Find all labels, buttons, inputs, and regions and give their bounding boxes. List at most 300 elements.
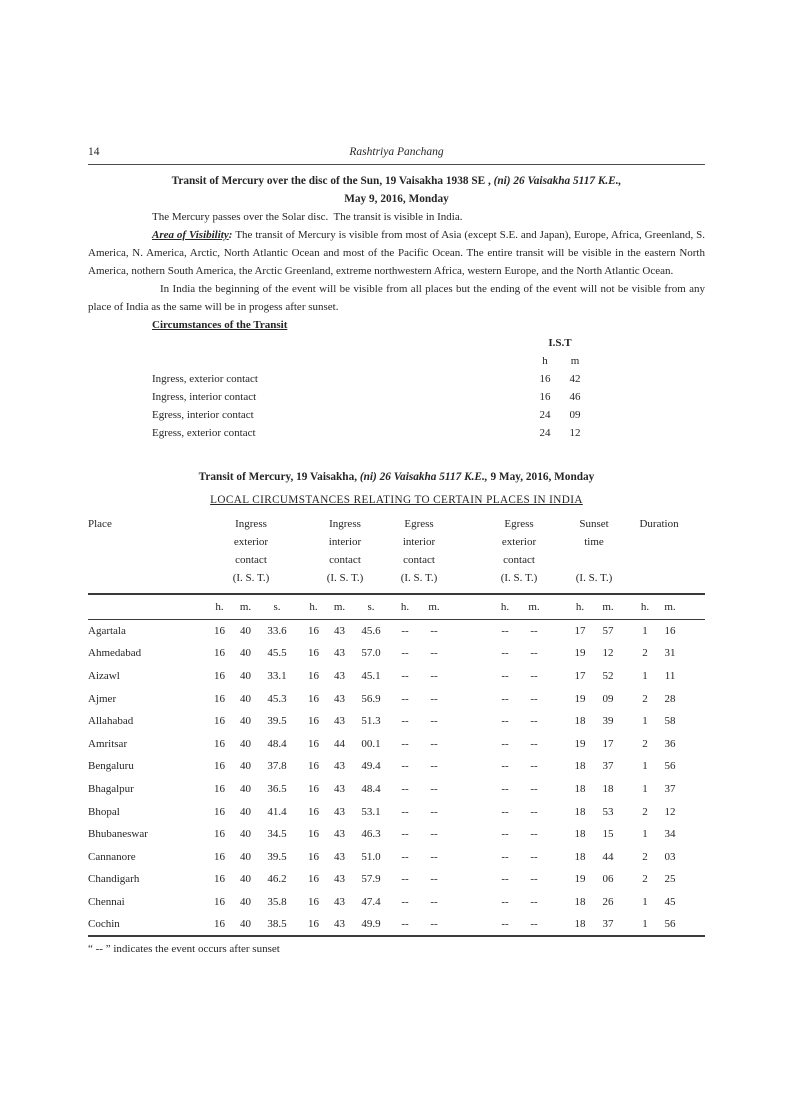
value-cell: 44 — [334, 737, 345, 750]
circumstances-rows — [152, 370, 590, 442]
value-cell: 40 — [240, 737, 251, 750]
value-cell: 48.4 — [267, 737, 287, 750]
value-cell: -- — [501, 647, 509, 660]
value-cell: 1 — [642, 625, 648, 638]
unit-label: h. — [300, 594, 327, 620]
value-cell: 53.1 — [361, 805, 381, 818]
value-cell: 45.1 — [361, 669, 381, 682]
spacer-cell — [448, 823, 490, 846]
table-row — [88, 778, 705, 801]
header-ingress-exterior-ist: (I. S. T.) — [232, 572, 270, 584]
spacer-cell — [684, 620, 705, 643]
place-cell: Bhubaneswar — [88, 828, 148, 841]
places-table-header — [88, 515, 705, 620]
value-cell: -- — [401, 895, 409, 908]
value-cell: 58 — [664, 715, 676, 728]
table-row — [88, 620, 705, 643]
spacer-cell — [622, 891, 634, 914]
value-cell: 53 — [602, 805, 614, 818]
value-cell: 40 — [240, 669, 251, 682]
value-cell: 51.3 — [361, 715, 381, 728]
visibility-paragraph — [88, 226, 705, 280]
value-cell: 39 — [602, 715, 614, 728]
header-egress-exterior-ist: (I. S. T.) — [500, 572, 538, 584]
value-cell: 43 — [334, 669, 345, 682]
spacer-cell — [684, 642, 705, 665]
spacer-cell — [88, 551, 206, 569]
place-cell: Bengaluru — [88, 760, 134, 773]
value-cell: -- — [501, 782, 509, 795]
spacer-cell — [622, 868, 634, 891]
spacer-cell — [548, 778, 566, 801]
value-cell: 16 — [214, 828, 225, 841]
spacer-cell — [548, 891, 566, 914]
value-cell: 56.9 — [361, 692, 381, 705]
table-row — [88, 913, 705, 936]
spacer-cell — [684, 778, 705, 801]
spacer-cell — [622, 569, 634, 594]
spacer-cell — [622, 732, 634, 755]
header-egress-exterior-l2: exterior — [501, 536, 537, 548]
spacer-cell — [548, 569, 566, 594]
header-egress-exterior-l3: contact — [503, 554, 535, 566]
spacer-cell — [622, 620, 634, 643]
spacer-cell — [684, 800, 705, 823]
spacer-cell — [548, 687, 566, 710]
spacer-cell — [548, 845, 566, 868]
value-cell: -- — [530, 760, 538, 773]
value-cell: 16 — [308, 873, 319, 886]
spacer-cell — [448, 845, 490, 868]
header-egress-interior-l3: contact — [403, 554, 435, 566]
place-cell: Bhagalpur — [88, 782, 134, 795]
spacer-cell — [622, 778, 634, 801]
header-sunset-l2: time — [584, 536, 604, 548]
header-ingress-exterior-l2: exterior — [233, 536, 269, 548]
spacer-cell — [448, 642, 490, 665]
header-egress-interior-ist: (I. S. T.) — [400, 572, 438, 584]
value-cell: -- — [430, 669, 438, 682]
spacer-cell — [448, 533, 490, 551]
section2-title-part2: 9 May, 2016, Monday — [487, 471, 595, 483]
value-cell: 40 — [240, 715, 251, 728]
hour-value: 24 — [539, 409, 551, 421]
value-cell: 37 — [602, 760, 614, 773]
value-cell: 45 — [664, 895, 676, 908]
value-cell: 33.1 — [267, 669, 287, 682]
value-cell: 18 — [574, 760, 586, 773]
ist-header-spacer — [152, 334, 530, 352]
value-cell: 19 — [574, 873, 586, 886]
value-cell: 43 — [327, 913, 352, 936]
value-cell: -- — [501, 850, 509, 863]
value-cell: -- — [530, 850, 538, 863]
header-duration: Duration — [639, 518, 679, 530]
value-cell: -- — [430, 850, 438, 863]
ist-units-row — [152, 352, 590, 370]
value-cell: 03 — [664, 850, 676, 863]
value-cell: 37 — [594, 913, 622, 936]
units-row — [88, 594, 705, 620]
value-cell: 57 — [602, 625, 614, 638]
hour-value: 24 — [539, 427, 551, 439]
spacer-cell — [548, 533, 566, 551]
value-cell: 18 — [574, 782, 586, 795]
value-cell: 11 — [664, 669, 676, 682]
table-row — [88, 665, 705, 688]
value-cell: 40 — [233, 913, 258, 936]
minute-value: 46 — [569, 391, 581, 403]
value-cell: 2 — [642, 647, 648, 660]
hour-value: 16 — [539, 373, 551, 385]
spacer-cell — [622, 594, 634, 620]
value-cell: 43 — [334, 828, 345, 841]
spacer-cell — [448, 594, 490, 620]
page-number: 14 — [88, 146, 100, 158]
value-cell: 49.4 — [361, 760, 381, 773]
value-cell: 1 — [642, 715, 648, 728]
spacer-cell — [622, 551, 634, 569]
spacer-cell — [684, 687, 705, 710]
header-ingress-exterior-l3: contact — [235, 554, 267, 566]
unit-label: m. — [327, 594, 352, 620]
spacer-cell — [684, 533, 705, 551]
value-cell: 19 — [574, 737, 586, 750]
ist-header: I.S.T — [548, 337, 572, 349]
header-ingress-exterior: Ingress — [235, 518, 267, 530]
value-cell: 16 — [214, 625, 225, 638]
header-ingress-interior-l3: contact — [329, 554, 361, 566]
value-cell: 16 — [664, 625, 676, 638]
unit-label: h. — [206, 594, 233, 620]
table-row — [88, 755, 705, 778]
value-cell: 43 — [334, 692, 345, 705]
value-cell: 12 — [664, 805, 676, 818]
place-cell: Chennai — [88, 895, 125, 908]
spacer-cell — [684, 823, 705, 846]
circumstance-label: Egress, interior contact — [152, 409, 254, 421]
value-cell: 16 — [300, 913, 327, 936]
value-cell: -- — [401, 805, 409, 818]
value-cell: 36.5 — [267, 782, 287, 795]
hour-value: 16 — [539, 391, 551, 403]
value-cell: 40 — [240, 647, 251, 660]
spacer-cell — [684, 868, 705, 891]
value-cell: 18 — [574, 850, 586, 863]
value-cell: 1 — [642, 760, 648, 773]
place-cell: Ahmedabad — [88, 647, 142, 660]
value-cell: 57.0 — [361, 647, 381, 660]
value-cell: 16 — [214, 669, 225, 682]
value-cell: 31 — [664, 647, 676, 660]
value-cell: 15 — [602, 828, 614, 841]
value-cell: -- — [401, 692, 409, 705]
value-cell: -- — [401, 625, 409, 638]
value-cell: 16 — [214, 850, 225, 863]
header-sunset-ist: (I. S. T.) — [575, 572, 613, 584]
table-footnote: “ -- ” indicates the event occurs after sunset — [88, 942, 280, 955]
value-cell: -- — [430, 625, 438, 638]
spacer-cell — [622, 665, 634, 688]
header-sunset: Sunset — [579, 518, 609, 530]
spacer-cell — [88, 533, 206, 551]
spacer-cell — [684, 665, 705, 688]
table-row — [88, 687, 705, 710]
value-cell: -- — [430, 760, 438, 773]
value-cell: -- — [501, 760, 509, 773]
value-cell: 41.4 — [267, 805, 287, 818]
value-cell: 16 — [214, 760, 225, 773]
visibility-text: The transit of Mercury is visible from most of Asia (except S.E. and Japan), Europe, Africa, Greenland, S. America, N. America, Arctic, North Atlantic Ocean and most of the Pacific Ocean. The entire transit will be visible in the eastern North America, nothern South America, the Arctic Greenland, extreme northwestern Africa, western Europe, and the North Atlantic Ocean. — [88, 229, 705, 277]
spacer-cell — [448, 665, 490, 688]
intro-paragraph: The Mercury passes over the Solar disc. The transit is visible in India. — [152, 211, 463, 223]
table-row — [88, 710, 705, 733]
spacer-cell — [448, 800, 490, 823]
unit-label: m. — [420, 594, 448, 620]
value-cell: -- — [401, 715, 409, 728]
running-header — [88, 146, 705, 165]
value-cell: -- — [401, 760, 409, 773]
spacer-cell — [548, 594, 566, 620]
value-cell: -- — [530, 895, 538, 908]
place-cell: Allahabad — [88, 715, 134, 728]
value-cell: -- — [401, 828, 409, 841]
table-row — [88, 800, 705, 823]
header-row-1 — [88, 515, 705, 533]
place-cell: Agartala — [88, 625, 126, 638]
spacer-cell — [622, 845, 634, 868]
value-cell: 40 — [240, 805, 251, 818]
circumstance-row — [152, 406, 590, 424]
unit-label: s. — [352, 594, 390, 620]
value-cell: 52 — [602, 669, 614, 682]
value-cell: 16 — [214, 647, 225, 660]
value-cell: 40 — [240, 873, 251, 886]
value-cell: -- — [501, 828, 509, 841]
value-cell: 43 — [334, 805, 345, 818]
spacer-cell — [548, 800, 566, 823]
spacer-cell — [548, 913, 566, 936]
spacer-cell — [684, 594, 705, 620]
spacer-cell — [88, 594, 206, 620]
value-cell: 48.4 — [361, 782, 381, 795]
header-egress-interior: Egress — [404, 518, 434, 530]
value-cell: -- — [401, 873, 409, 886]
circumstance-label: Egress, exterior contact — [152, 427, 256, 439]
unit-label: h. — [634, 594, 656, 620]
spacer-cell — [684, 845, 705, 868]
value-cell: 43 — [334, 760, 345, 773]
circumstance-label: Ingress, exterior contact — [152, 373, 258, 385]
value-cell: -- — [530, 692, 538, 705]
value-cell: 16 — [214, 873, 225, 886]
table-row — [88, 868, 705, 891]
spacer-cell — [622, 515, 634, 533]
unit-label: h. — [566, 594, 594, 620]
value-cell: 16 — [308, 760, 319, 773]
value-cell: 43 — [334, 873, 345, 886]
value-cell: -- — [501, 669, 509, 682]
minute-unit-label: m — [570, 355, 580, 367]
value-cell: -- — [530, 782, 538, 795]
unit-label: m. — [520, 594, 548, 620]
circumstance-row — [152, 370, 590, 388]
spacer-cell — [548, 732, 566, 755]
value-cell: 00.1 — [361, 737, 381, 750]
value-cell: 09 — [602, 692, 614, 705]
value-cell: 12 — [602, 647, 614, 660]
value-cell: 18 — [574, 805, 586, 818]
value-cell: 16 — [214, 895, 225, 908]
value-cell: -- — [501, 895, 509, 908]
header-egress-exterior: Egress — [504, 518, 534, 530]
value-cell: 40 — [240, 692, 251, 705]
value-cell: 25 — [664, 873, 676, 886]
header-sunset-l3 — [566, 551, 622, 569]
header-ingress-interior-l2: interior — [328, 536, 362, 548]
value-cell: 43 — [334, 782, 345, 795]
visibility-label: Area of Visibility — [152, 229, 229, 241]
spacer-cell — [448, 732, 490, 755]
ist-header-row — [152, 334, 590, 352]
value-cell: 56 — [656, 913, 684, 936]
value-cell: 2 — [642, 850, 648, 863]
value-cell: -- — [530, 715, 538, 728]
unit-label: h. — [390, 594, 420, 620]
value-cell: 16 — [214, 692, 225, 705]
spacer-cell — [448, 778, 490, 801]
section2-title-era: (ni) 26 Vaisakha 5117 K.E., — [359, 471, 488, 483]
header-ingress-interior-ist: (I. S. T.) — [326, 572, 364, 584]
header-row-4 — [88, 569, 705, 594]
spacer-cell — [448, 620, 490, 643]
place-cell: Aizawl — [88, 669, 120, 682]
value-cell: 37 — [664, 782, 676, 795]
value-cell: 2 — [642, 805, 648, 818]
value-cell: 16 — [308, 715, 319, 728]
table-row — [88, 845, 705, 868]
value-cell: 26 — [602, 895, 614, 908]
value-cell: 16 — [308, 828, 319, 841]
value-cell: -- — [501, 625, 509, 638]
value-cell: 18 — [574, 715, 586, 728]
value-cell: -- — [401, 850, 409, 863]
value-cell: -- — [430, 873, 438, 886]
header-egress-interior-l2: interior — [402, 536, 436, 548]
spacer-cell — [448, 891, 490, 914]
value-cell: 40 — [240, 760, 251, 773]
value-cell: 17 — [574, 625, 586, 638]
value-cell: 45.6 — [361, 625, 381, 638]
header-duration-l2 — [634, 533, 684, 551]
value-cell: 17 — [602, 737, 614, 750]
spacer-cell — [448, 710, 490, 733]
value-cell: 16 — [214, 715, 225, 728]
journal-title: Rashtriya Panchang — [349, 146, 444, 158]
spacer-cell — [622, 913, 634, 936]
spacer-cell — [548, 823, 566, 846]
value-cell: 33.6 — [267, 625, 287, 638]
value-cell: -- — [530, 873, 538, 886]
value-cell: 19 — [574, 647, 586, 660]
value-cell: 16 — [308, 737, 319, 750]
value-cell: -- — [401, 669, 409, 682]
spacer-cell — [622, 755, 634, 778]
value-cell: -- — [390, 913, 420, 936]
place-cell: Chandigarh — [88, 873, 140, 886]
value-cell: 18 — [574, 828, 586, 841]
value-cell: 16 — [214, 805, 225, 818]
place-cell: Ajmer — [88, 692, 117, 705]
value-cell: 49.9 — [352, 913, 390, 936]
unit-label: m. — [594, 594, 622, 620]
value-cell: 40 — [240, 625, 251, 638]
spacer-cell — [548, 515, 566, 533]
value-cell: 06 — [602, 873, 614, 886]
value-cell: 16 — [308, 782, 319, 795]
spacer-cell — [684, 755, 705, 778]
spacer-cell — [448, 913, 490, 936]
value-cell: 19 — [574, 692, 586, 705]
value-cell: 1 — [642, 895, 648, 908]
value-cell: 43 — [334, 625, 345, 638]
value-cell: -- — [501, 715, 509, 728]
value-cell: -- — [501, 737, 509, 750]
value-cell: -- — [430, 895, 438, 908]
value-cell: -- — [401, 647, 409, 660]
india-note-paragraph: In India the beginning of the event will be visible from all places but the ending of the event will not be visible from any place of India as the same will be in progess after sunset. — [88, 283, 705, 313]
value-cell: -- — [430, 647, 438, 660]
value-cell: 16 — [206, 913, 233, 936]
place-cell: Cannanore — [88, 850, 136, 863]
table-row — [88, 891, 705, 914]
spacer-cell — [684, 515, 705, 533]
value-cell: 16 — [214, 737, 225, 750]
value-cell: 16 — [308, 669, 319, 682]
value-cell: 28 — [664, 692, 676, 705]
places-table — [88, 515, 705, 937]
spacer-cell — [448, 868, 490, 891]
section2-title-part1: Transit of Mercury, 19 Vaisakha, — [198, 471, 360, 483]
value-cell: 46.3 — [361, 828, 381, 841]
value-cell: 16 — [308, 850, 319, 863]
value-cell: 45.5 — [267, 647, 287, 660]
value-cell: 43 — [334, 850, 345, 863]
value-cell: 34 — [664, 828, 676, 841]
spacer-cell — [684, 913, 705, 936]
value-cell: -- — [530, 669, 538, 682]
value-cell: 39.5 — [267, 850, 287, 863]
spacer-cell — [622, 533, 634, 551]
value-cell: -- — [420, 913, 448, 936]
value-cell: 45.3 — [267, 692, 287, 705]
header-row-3 — [88, 551, 705, 569]
value-cell: 57.9 — [361, 873, 381, 886]
spacer-cell — [684, 891, 705, 914]
spacer-cell — [684, 551, 705, 569]
spacer-cell — [548, 642, 566, 665]
ist-units-spacer — [152, 352, 530, 370]
section2-subtitle: LOCAL CIRCUMSTANCES RELATING TO CERTAIN PLACES IN INDIA — [210, 494, 583, 506]
value-cell: -- — [401, 737, 409, 750]
value-cell: 37.8 — [267, 760, 287, 773]
spacer-cell — [548, 710, 566, 733]
spacer-cell — [548, 755, 566, 778]
circumstances-heading: Circumstances of the Transit — [152, 319, 288, 331]
value-cell: -- — [530, 828, 538, 841]
spacer-cell — [622, 687, 634, 710]
value-cell: -- — [490, 913, 520, 936]
